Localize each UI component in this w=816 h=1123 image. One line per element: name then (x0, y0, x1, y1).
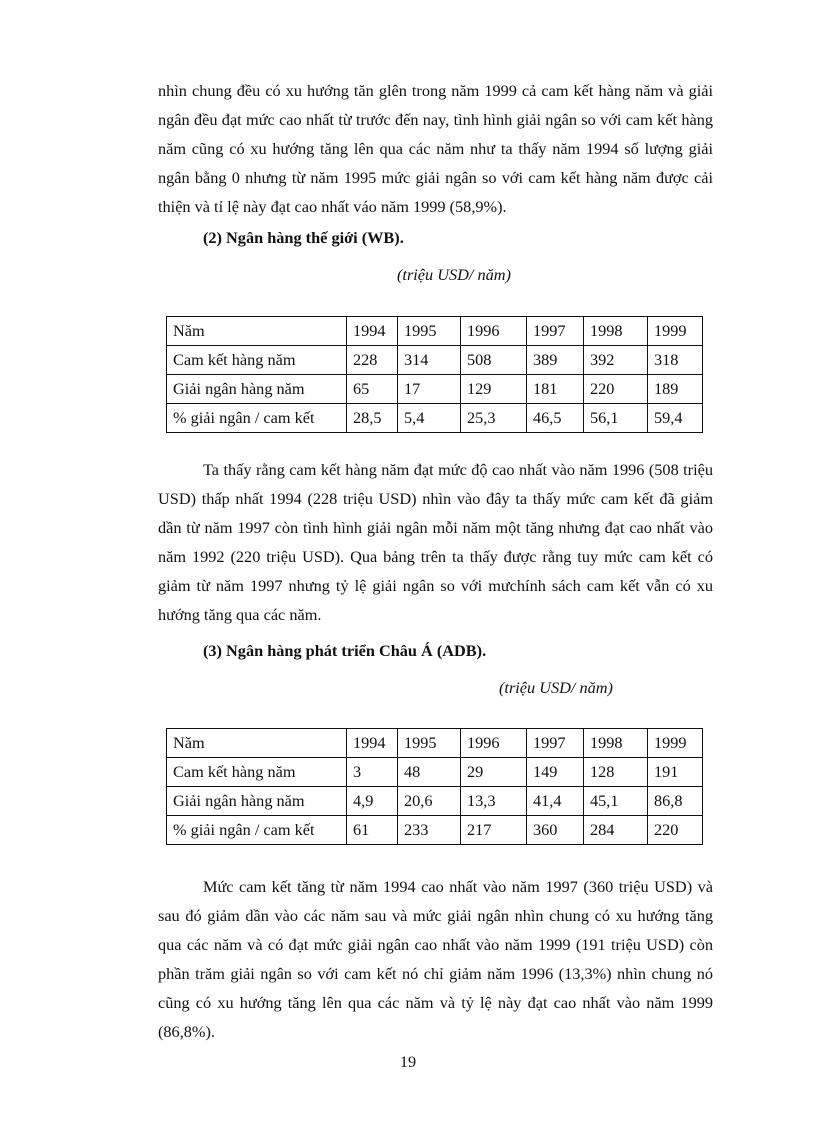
table-cell: Cam kết hàng năm (167, 346, 347, 375)
table-row (167, 346, 703, 375)
table-cell: 217 (461, 816, 527, 845)
table-cell: 3 (347, 758, 398, 787)
table-cell: 1996 (461, 729, 527, 758)
table-cell: 1997 (527, 729, 584, 758)
table-row (167, 317, 703, 346)
table-cell: Năm (167, 729, 347, 758)
table-cell: 5,4 (398, 404, 461, 433)
table-cell: Giải ngân hàng năm (167, 787, 347, 816)
table-cell: 181 (527, 375, 584, 404)
table-cell: 1998 (584, 729, 648, 758)
table-cell: 284 (584, 816, 648, 845)
table-cell: 59,4 (648, 404, 703, 433)
table-cell: 41,4 (527, 787, 584, 816)
wb-table (166, 316, 703, 433)
table-cell: 318 (648, 346, 703, 375)
table-cell: 46,5 (527, 404, 584, 433)
table-cell: Năm (167, 317, 347, 346)
table-cell: % giải ngân / cam kết (167, 404, 347, 433)
table-cell: 228 (347, 346, 398, 375)
table-cell: 1999 (648, 317, 703, 346)
table-cell: 189 (648, 375, 703, 404)
table-cell: 61 (347, 816, 398, 845)
table-cell: 48 (398, 758, 461, 787)
table-cell: 17 (398, 375, 461, 404)
table-cell: 129 (461, 375, 527, 404)
adb-section-heading: (3) Ngân hàng phát triển Châu Á (ADB). (203, 641, 487, 660)
table-cell: 25,3 (461, 404, 527, 433)
table-cell: 4,9 (347, 787, 398, 816)
table-cell: 1995 (398, 317, 461, 346)
table-row (167, 729, 703, 758)
table-cell: 149 (527, 758, 584, 787)
table-cell: Cam kết hàng năm (167, 758, 347, 787)
table-cell: 128 (584, 758, 648, 787)
table-cell: 65 (347, 375, 398, 404)
wb-section-heading: (2) Ngân hàng thế giới (WB). (203, 228, 404, 247)
adb-paragraph: Mức cam kết tăng từ năm 1994 cao nhất vào năm 1997 (360 triệu USD) và sau đó giảm dần vào các năm sau và mức giải ngân nhìn chung có xu hướng tăng qua các năm và có đạt mức giải ngân cao nhất vào năm 1999 (191 triệu USD) còn phần trăm giải ngân so với cam kết nó chỉ giảm năm 1996 (13,3%) nhìn chung nó cũng có xu hướng tăng lên qua các năm và tỷ lệ này đạt cao nhất vào năm 1999 (86,8%). (158, 877, 713, 1041)
table-cell: 1996 (461, 317, 527, 346)
table-cell: 508 (461, 346, 527, 375)
table-row (167, 787, 703, 816)
table-cell: 233 (398, 816, 461, 845)
table-cell: 392 (584, 346, 648, 375)
table-cell: 191 (648, 758, 703, 787)
table-row (167, 404, 703, 433)
table-row (167, 375, 703, 404)
table-cell: 1999 (648, 729, 703, 758)
table-cell: 29 (461, 758, 527, 787)
table-cell: 45,1 (584, 787, 648, 816)
table-row (167, 816, 703, 845)
adb-unit-label: (triệu USD/ năm) (499, 678, 613, 697)
table-cell: 13,3 (461, 787, 527, 816)
page-number: 19 (399, 1052, 417, 1071)
table-cell: 220 (584, 375, 648, 404)
intro-paragraph: nhìn chung đều có xu hướng tăn glên trong năm 1999 cả cam kết hàng năm và giải ngân đều đạt mức cao nhất từ trước đến nay, tình hình giải ngân so với cam kết hàng năm cũng có xu hướng tăng lên qua các năm như ta thấy năm 1994 số lượng giải ngân bằng 0 nhưng từ năm 1995 mức giải ngân so với cam kết hàng năm được cải thiện và tỉ lệ này đạt cao nhất váo năm 1999 (58,9%). (158, 81, 713, 216)
table-cell: Giải ngân hàng năm (167, 375, 347, 404)
table-cell: 1998 (584, 317, 648, 346)
table-cell: 1995 (398, 729, 461, 758)
table-cell: 56,1 (584, 404, 648, 433)
table-cell: 86,8 (648, 787, 703, 816)
table-cell: 314 (398, 346, 461, 375)
table-cell: 1994 (347, 317, 398, 346)
table-row (167, 758, 703, 787)
table-cell: 20,6 (398, 787, 461, 816)
table-cell: % giải ngân / cam kết (167, 816, 347, 845)
table-cell: 389 (527, 346, 584, 375)
table-cell: 360 (527, 816, 584, 845)
table-cell: 1997 (527, 317, 584, 346)
adb-table (166, 728, 703, 845)
wb-unit-label: (triệu USD/ năm) (397, 265, 511, 284)
table-cell: 1994 (347, 729, 398, 758)
table-cell: 28,5 (347, 404, 398, 433)
table-cell: 220 (648, 816, 703, 845)
wb-paragraph: Ta thấy rằng cam kết hàng năm đạt mức độ cao nhất vào năm 1996 (508 triệu USD) thấp nhất 1994 (228 triệu USD) nhìn vào đây ta thấy mức cam kết đã giảm dần từ năm 1997 còn tình hình giải ngân mỗi năm một tăng nhưng đạt cao nhất vào năm 1992 (220 triệu USD). Qua bảng trên ta thấy được rằng tuy mức cam kết có giảm từ năm 1997 nhưng tỷ lệ giải ngân so với mưchính sách cam kết vẫn có xu hướng tăng qua các năm. (158, 460, 713, 624)
